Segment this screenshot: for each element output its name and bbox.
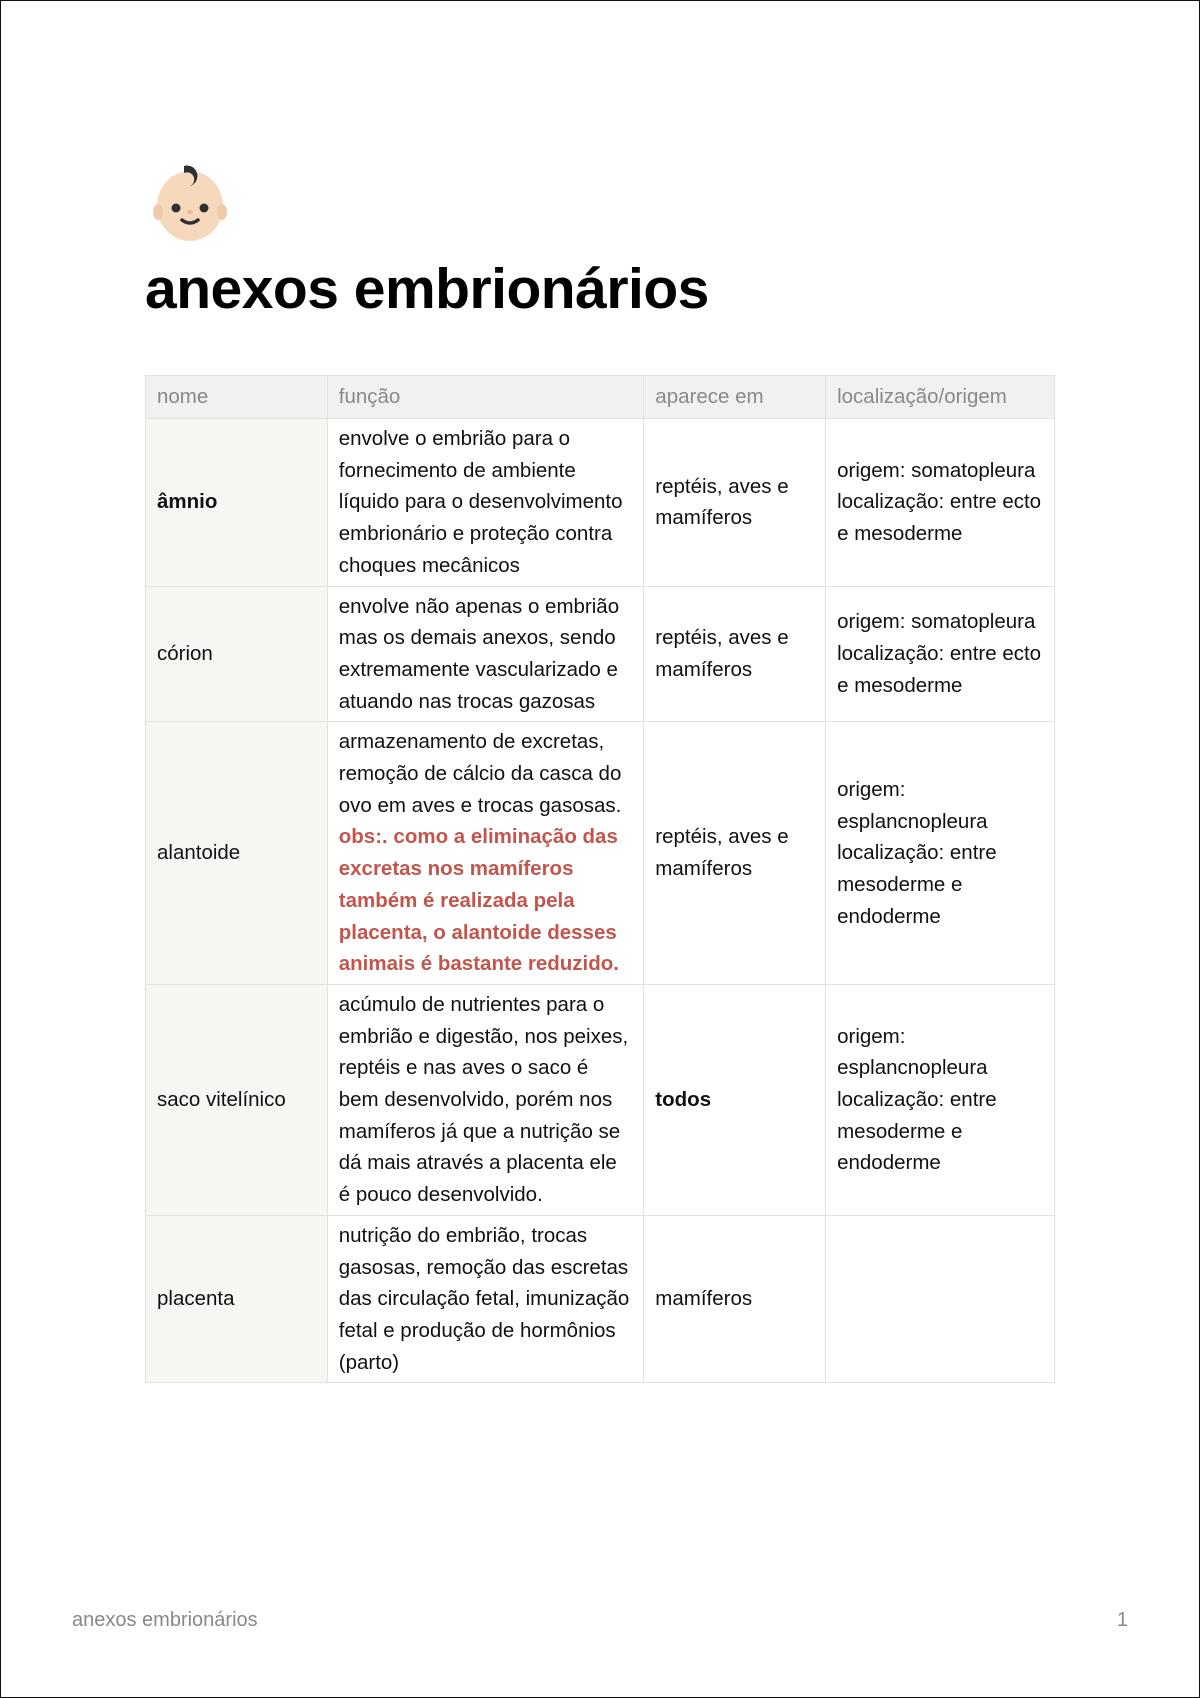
funcao-text: armazenamento de excretas, remoção de cálcio da casca do ovo em aves e trocas gasosas. [338, 730, 622, 817]
table-row [146, 419, 1055, 587]
table-row [146, 586, 1055, 722]
localizacao-text: localização: entre mesoderme e endoderme [837, 1088, 997, 1175]
baby-emoji-icon [152, 156, 228, 242]
cell-nome[interactable]: córion [146, 586, 328, 722]
origem-text: origem: esplancnopleura [837, 777, 988, 833]
cell-funcao[interactable] [327, 722, 644, 985]
footer-title: anexos embrionários [72, 1609, 258, 1631]
localizacao-text: localização: entre ecto e mesoderme [837, 490, 1042, 546]
cell-funcao[interactable]: envolve o embrião para o fornecimento de ambiente líquido para o desenvolvimento embrionário e proteção contra choques mecânicos [327, 419, 644, 587]
cell-funcao[interactable]: envolve não apenas o embrião mas os demais anexos, sendo extremamente vascularizado e atuando nas trocas gazosas [327, 586, 644, 722]
origem-text: origem: somatopleura [837, 610, 1036, 634]
cell-aparece-em[interactable]: reptéis, aves e mamíferos [644, 419, 826, 587]
obs-note: obs:. como a eliminação das excretas nos mamíferos também é realizada pela placenta, o alantoide desses animais é bastante reduzido. [338, 825, 619, 976]
cell-localizacao[interactable] [826, 419, 1055, 587]
cell-localizacao[interactable] [826, 722, 1055, 985]
cell-nome[interactable]: alantoide [146, 722, 328, 985]
anexos-table [145, 375, 1055, 1383]
column-header-aparece-em[interactable]: aparece em [644, 376, 826, 419]
cell-localizacao[interactable] [826, 984, 1055, 1215]
table-row [146, 1215, 1055, 1383]
table-row [146, 984, 1055, 1215]
localizacao-text: localização: entre mesoderme e endoderme [837, 841, 997, 928]
cell-aparece-em[interactable]: todos [644, 984, 826, 1215]
origem-text: origem: somatopleura [837, 458, 1036, 482]
origem-text: origem: esplancnopleura [837, 1024, 988, 1080]
column-header-funcao[interactable]: função [327, 376, 644, 419]
cell-nome[interactable]: saco vitelínico [146, 984, 328, 1215]
cell-nome[interactable]: placenta [146, 1215, 328, 1383]
page-title: anexos embrionários [145, 257, 709, 321]
cell-aparece-em[interactable]: reptéis, aves e mamíferos [644, 722, 826, 985]
table-header-row [146, 376, 1055, 419]
localizacao-text: localização: entre ecto e mesoderme [837, 642, 1042, 697]
cell-funcao[interactable]: acúmulo de nutrientes para o embrião e digestão, nos peixes, reptéis e nas aves o saco é bem desenvolvido, porém nos mamíferos já que a nutrição se dá mais através a placenta ele é pouco desenvolvido. [327, 984, 644, 1215]
cell-localizacao[interactable] [826, 586, 1055, 722]
cell-aparece-em[interactable]: reptéis, aves e mamíferos [644, 586, 826, 722]
cell-localizacao[interactable] [826, 1215, 1055, 1383]
cell-nome[interactable]: âmnio [146, 419, 328, 587]
table-row [146, 722, 1055, 985]
cell-funcao[interactable]: nutrição do embrião, trocas gasosas, remoção das escretas das circulação fetal, imunização fetal e produção de hormônios (parto) [327, 1215, 644, 1383]
column-header-localizacao[interactable]: localização/origem [826, 376, 1055, 419]
page-number: 1 [1116, 1609, 1128, 1631]
cell-aparece-em[interactable]: mamíferos [644, 1215, 826, 1383]
column-header-nome[interactable]: nome [146, 376, 328, 419]
